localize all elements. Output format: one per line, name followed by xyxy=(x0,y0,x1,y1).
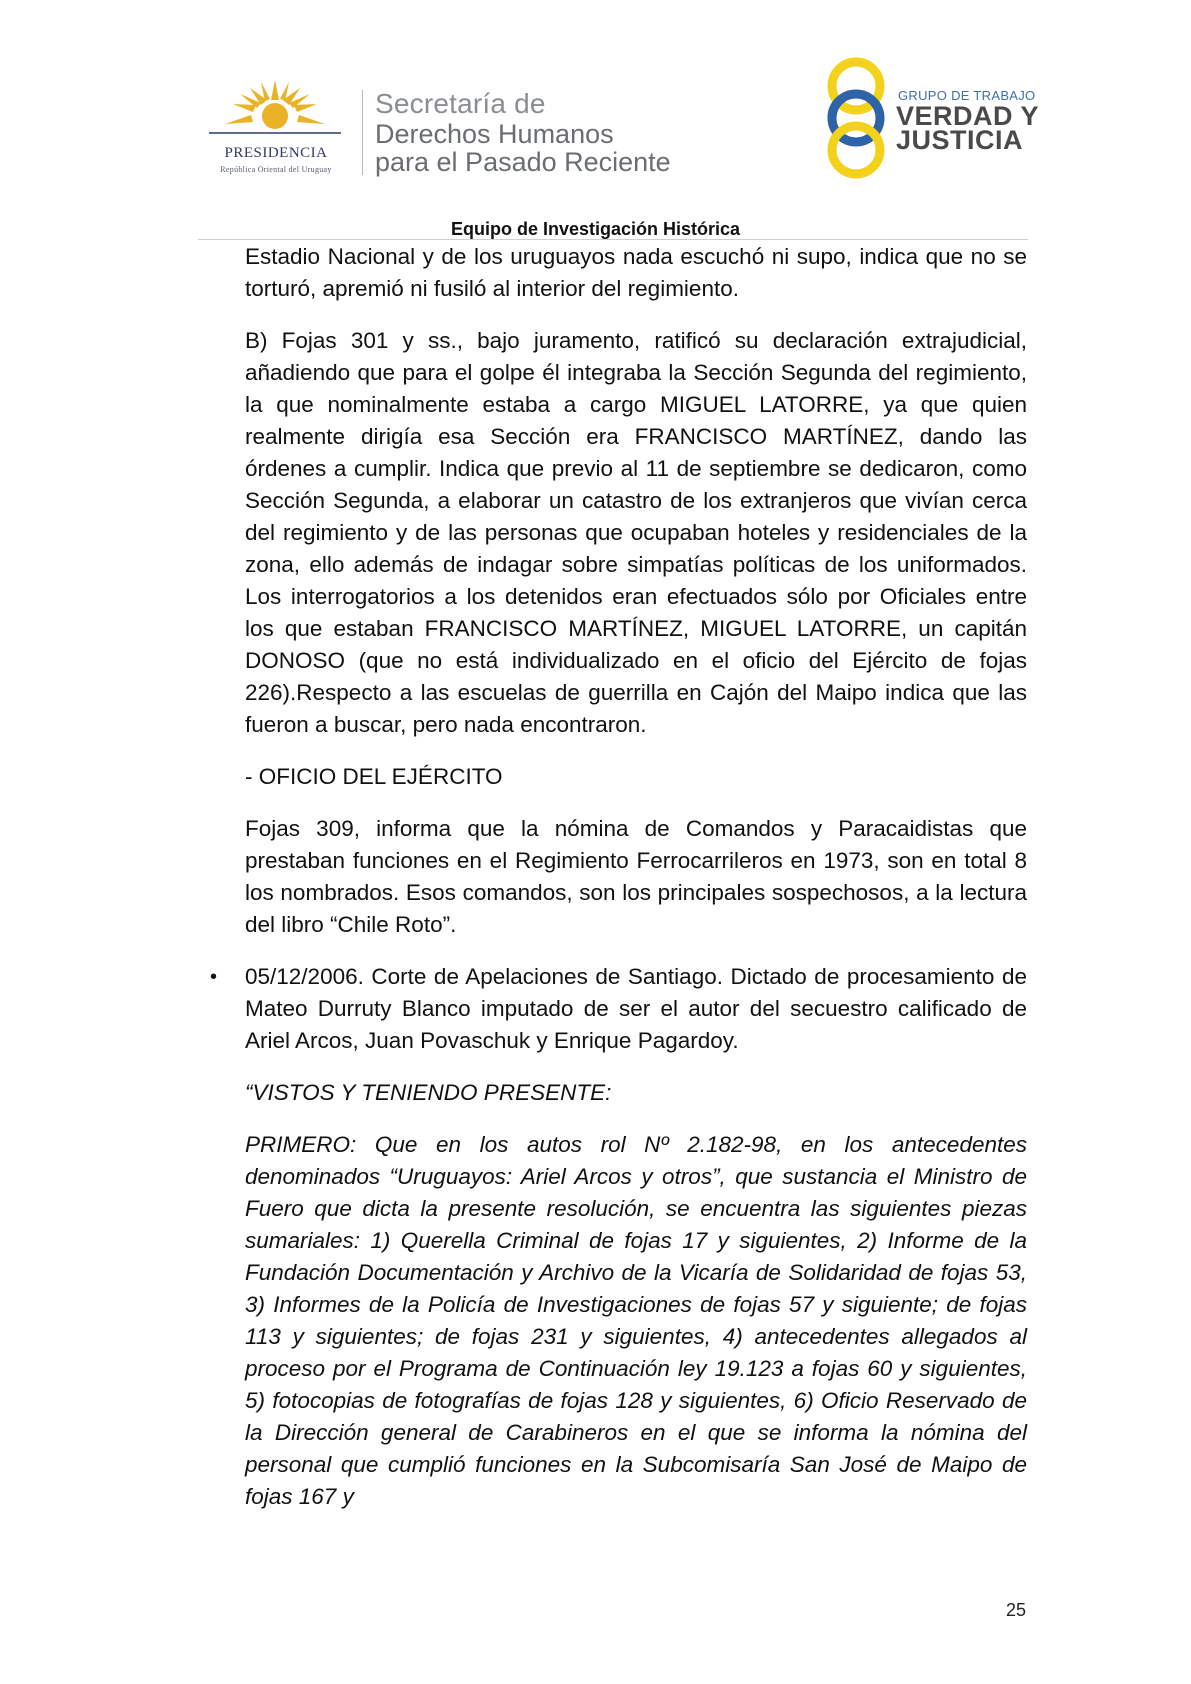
secretaria-line1: Secretaría de xyxy=(375,88,546,119)
presidencia-name: PRESIDENCIA xyxy=(224,145,328,161)
quote-primero: PRIMERO: Que en los autos rol Nº 2.182-98, en los antecedentes denominados “Uruguayos: Ariel Arcos y otros”, que sustancia el Ministro de Fuero que dicta la presente resolución, se encuentra las siguientes piezas sumariales: 1) Querella Criminal de fojas 17 y siguientes, 2) Informe de la Fundación Documentación y Archivo de la Vicaría de Solidaridad de fojas 53, 3) Informes de la Policía de Investigaciones de fojas 57 y siguiente; de fojas 113 y siguientes; de fojas 231 y siguientes, 4) antecedentes allegados al proceso por el Programa de Continuación ley 19.123 a fojas 60 y siguientes, 5) fotocopias de fotografías de fojas 128 y siguientes, 6) Oficio Reservado de la Dirección general de Carabineros en el que se informa la nómina del personal que cumplió funciones en la Subcomisaría San José de Maipo de fojas 167 y xyxy=(245,1132,1027,1509)
verdad-justicia-rings-logo xyxy=(816,56,896,180)
justicia-label: JUSTICIA xyxy=(896,125,1024,155)
grupo-de-trabajo-label: GRUPO DE TRABAJO xyxy=(898,88,1036,103)
paragraph-fojas-309: Fojas 309, informa que la nómina de Comandos y Paracaidistas que prestaban funciones en el Regimiento Ferrocarrileros en 1973, son en total 8 los nombrados. Esos comandos, son los principales sospechosos, a la lectura del libro “Chile Roto”. xyxy=(245,816,1027,937)
paragraph-continuation: Estadio Nacional y de los uruguayos nada escuchó ni supo, indica que no se torturó, apremió ni fusiló al interior del regimiento. xyxy=(245,244,1027,301)
presidencia-subtitle: República Oriental del Uruguay xyxy=(220,165,332,174)
quote-heading: “VISTOS Y TENIENDO PRESENTE: xyxy=(245,1080,612,1105)
team-label: Equipo de Investigación Histórica xyxy=(450,219,741,239)
presidencia-sun-logo xyxy=(195,78,355,178)
page-header xyxy=(0,0,1191,250)
paragraph-fojas-301: B) Fojas 301 y ss., bajo juramento, ratificó su declaración extrajudicial, añadiendo que para el golpe él integraba la Sección Segunda del regimiento, la que nominalmente estaba a cargo MIGUEL LATORRE, ya que quien realmente dirigía esa Sección era FRANCISCO MARTÍNEZ, dando las órdenes a cumplir. Indica que previo al 11 de septiembre se dedicaron, como Sección Segunda, a elaborar un catastro de los extranjeros que vivían cerca del regimiento y de las personas que ocupaban hoteles y residenciales de la zona, ello además de indagar sobre simpatías políticas de los uniformados. Los interrogatorios a los detenidos eran efectuados sólo por Oficiales entre los que estaban FRANCISCO MARTÍNEZ, MIGUEL LATORRE, un capitán DONOSO (que no está individualizado en el oficio del Ejército de fojas 226).Respecto a las escuelas de guerrilla en Cajón del Maipo indica que las fueron a buscar, pero nada encontraron. xyxy=(245,328,1027,737)
header-divider xyxy=(362,90,363,175)
page-number: 25 xyxy=(1005,1600,1026,1620)
secretaria-line2: Derechos Humanos xyxy=(375,119,614,149)
paragraph-bullet-2006: 05/12/2006. Corte de Apelaciones de Santiago. Dictado de procesamiento de Mateo Durruty Blanco imputado de ser el autor del secuestro calificado de Ariel Arcos, Juan Povaschuk y Enrique Pagardoy. xyxy=(245,964,1027,1053)
document-body xyxy=(210,241,1027,1533)
list-item xyxy=(210,961,1027,1057)
bullet-icon: • xyxy=(210,966,218,988)
secretaria-title xyxy=(375,88,705,176)
secretaria-line3: para el Pasado Reciente xyxy=(375,147,671,177)
header-rule xyxy=(198,239,1028,240)
paragraph-oficio-heading: - OFICIO DEL EJÉRCITO xyxy=(245,764,503,789)
verdad-label: VERDAD Y xyxy=(896,101,1040,131)
